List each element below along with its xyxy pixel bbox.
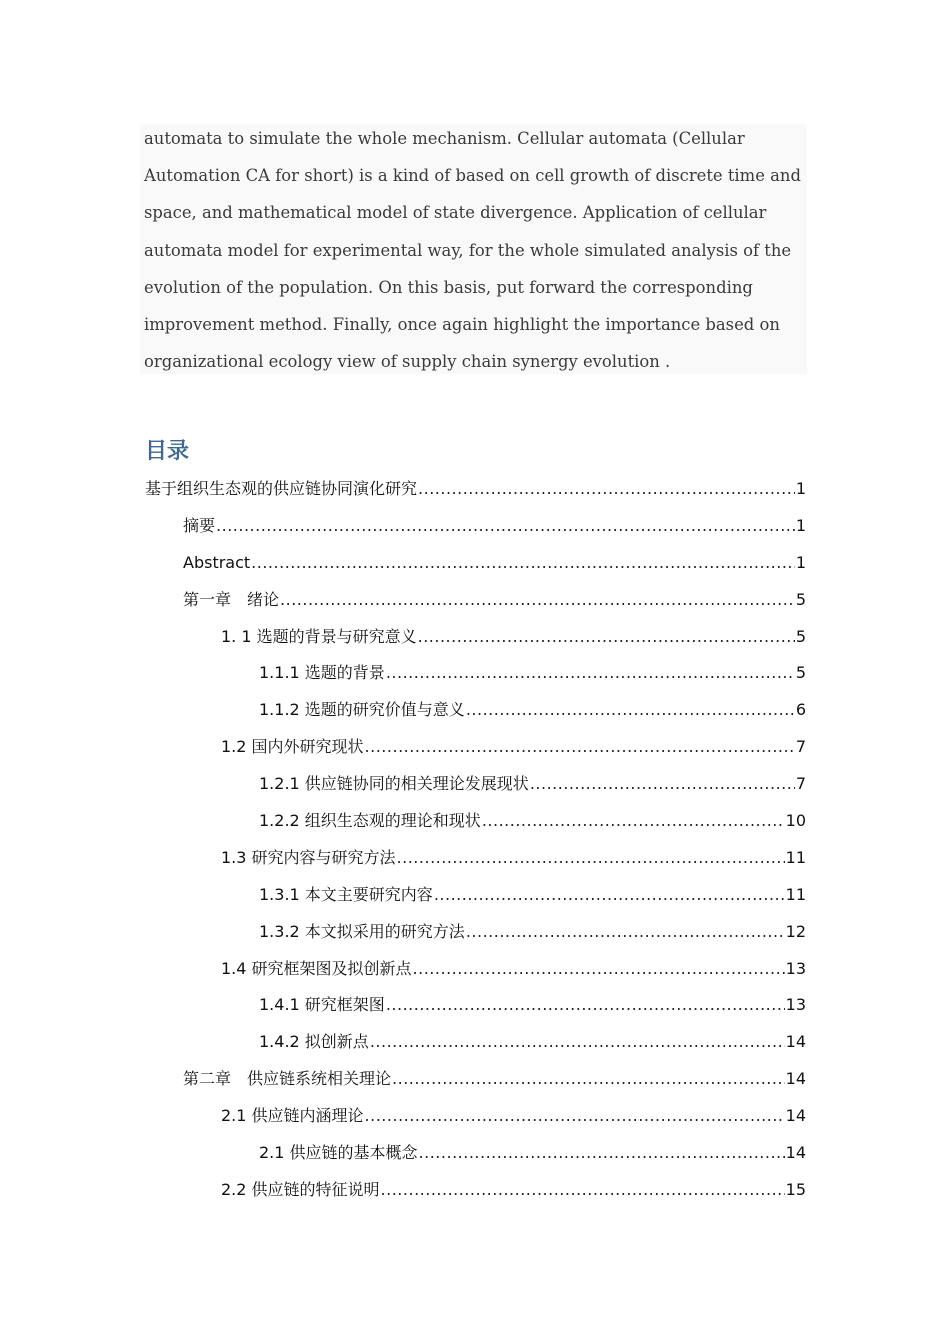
toc-entry[interactable] [145,843,806,880]
abstract-line: Automation CA for short) is a kind of based on cell growth of discrete time and [144,166,801,186]
toc-leader-dots [466,695,795,725]
toc-entry-title: 第一章 绪论 [183,589,280,609]
toc-entry-title: 基于组织生态观的供应链协同演化研究 [145,479,418,498]
toc-entry[interactable] [145,990,806,1027]
toc-entry[interactable] [145,917,806,954]
toc-page-number: 14 [785,1032,806,1052]
toc-page-number: 5 [795,663,806,683]
toc-entry-title: 1.3.1 本文主要研究内容 [259,884,433,904]
toc-page-number: 14 [785,1106,806,1126]
abstract-line: evolution of the population. On this basis, put forward the corresponding [144,277,753,297]
abstract-line: space, and mathematical model of state divergence. Application of cellular [144,203,767,223]
toc-entry[interactable] [145,1175,806,1212]
toc-leader-dots [216,511,795,541]
toc-page-number: 15 [785,1179,806,1199]
toc-leader-dots [280,585,795,615]
toc-entry[interactable] [145,769,806,806]
toc-page-number: 13 [785,995,806,1015]
toc-leader-dots [419,1138,785,1168]
toc-page-number: 5 [795,589,806,609]
toc-entry[interactable] [145,1027,806,1064]
toc-leader-dots [482,806,785,836]
toc-page-number: 7 [795,737,806,757]
toc-entry-title: 1.1.1 选题的背景 [259,663,385,683]
toc-page-number: 1 [795,479,806,498]
toc-entry[interactable] [145,1101,806,1138]
toc-entry[interactable] [145,1064,806,1101]
toc-entry[interactable] [145,622,806,659]
toc-entry-title: 摘要 [183,515,216,535]
toc-page-number: 11 [785,847,806,867]
toc-leader-dots [530,769,795,799]
toc-entry[interactable] [145,695,806,732]
toc-entry[interactable] [145,548,806,585]
toc-leader-dots [365,732,795,762]
toc-page-number: 6 [795,700,806,720]
toc-entry[interactable] [145,474,806,511]
toc-entry-title: 2.1 供应链内涵理论 [221,1106,364,1126]
toc-entry-title: 1.2 国内外研究现状 [221,737,364,757]
abstract-line: improvement method. Finally, once again highlight the importance based on [144,314,780,334]
toc-entry-title: 2.1 供应链的基本概念 [259,1143,418,1163]
toc-leader-dots [392,1064,785,1094]
toc-entry-title: 2.2 供应链的特征说明 [221,1179,380,1199]
toc-entry[interactable] [145,1138,806,1175]
toc-page-number: 7 [795,774,806,794]
toc-page-number: 1 [795,552,806,572]
toc-leader-dots [397,843,785,873]
toc-page-number: 5 [795,626,806,646]
abstract-line: automata model for experimental way, for the whole simulated analysis of the [144,240,792,260]
toc-entry[interactable] [145,732,806,769]
toc-entry-title: 1.2.1 供应链协同的相关理论发展现状 [259,774,529,794]
toc-entry-title: 1.3 研究内容与研究方法 [221,847,396,867]
toc-page-number: 12 [785,921,806,941]
toc-leader-dots [381,1175,785,1205]
toc-entry[interactable] [145,954,806,991]
toc-leader-dots [386,658,795,688]
toc-page-number: 13 [785,958,806,978]
abstract-text-block [140,124,807,374]
toc-entry-title: Abstract [183,552,251,572]
toc-entry-title: 1.1.2 选题的研究价值与意义 [259,700,465,720]
toc-page-number: 11 [785,884,806,904]
toc-entry-title: 1.2.2 组织生态观的理论和现状 [259,811,481,831]
toc-leader-dots [386,990,785,1020]
toc-leader-dots [370,1027,785,1057]
abstract-line: organizational ecology view of supply chain synergy evolution . [144,352,671,372]
toc-entry[interactable] [145,880,806,917]
toc-entry[interactable] [145,511,806,548]
table-of-contents [145,474,806,1212]
toc-heading: 目录 [145,439,190,464]
toc-leader-dots [418,474,795,504]
toc-leader-dots [413,954,785,984]
toc-entry[interactable] [145,806,806,843]
toc-entry[interactable] [145,658,806,695]
abstract-line: automata to simulate the whole mechanism. Cellular automata (Cellular [144,129,745,148]
toc-entry-title: 1.4.2 拟创新点 [259,1032,369,1052]
toc-page-number: 10 [785,811,806,831]
toc-entry-title: 第二章 供应链系统相关理论 [183,1069,392,1089]
toc-leader-dots [365,1101,785,1131]
toc-page-number: 1 [795,515,806,535]
toc-page-number: 14 [785,1069,806,1089]
toc-entry-title: 1.4.1 研究框架图 [259,995,385,1015]
toc-leader-dots [418,622,795,652]
toc-leader-dots [466,917,785,947]
toc-entry-title: 1.3.2 本文拟采用的研究方法 [259,921,465,941]
toc-leader-dots [251,548,795,578]
toc-page-number: 14 [785,1143,806,1163]
toc-leader-dots [434,880,785,910]
toc-entry[interactable] [145,585,806,622]
toc-entry-title: 1. 1 选题的背景与研究意义 [221,626,417,646]
toc-entry-title: 1.4 研究框架图及拟创新点 [221,958,412,978]
